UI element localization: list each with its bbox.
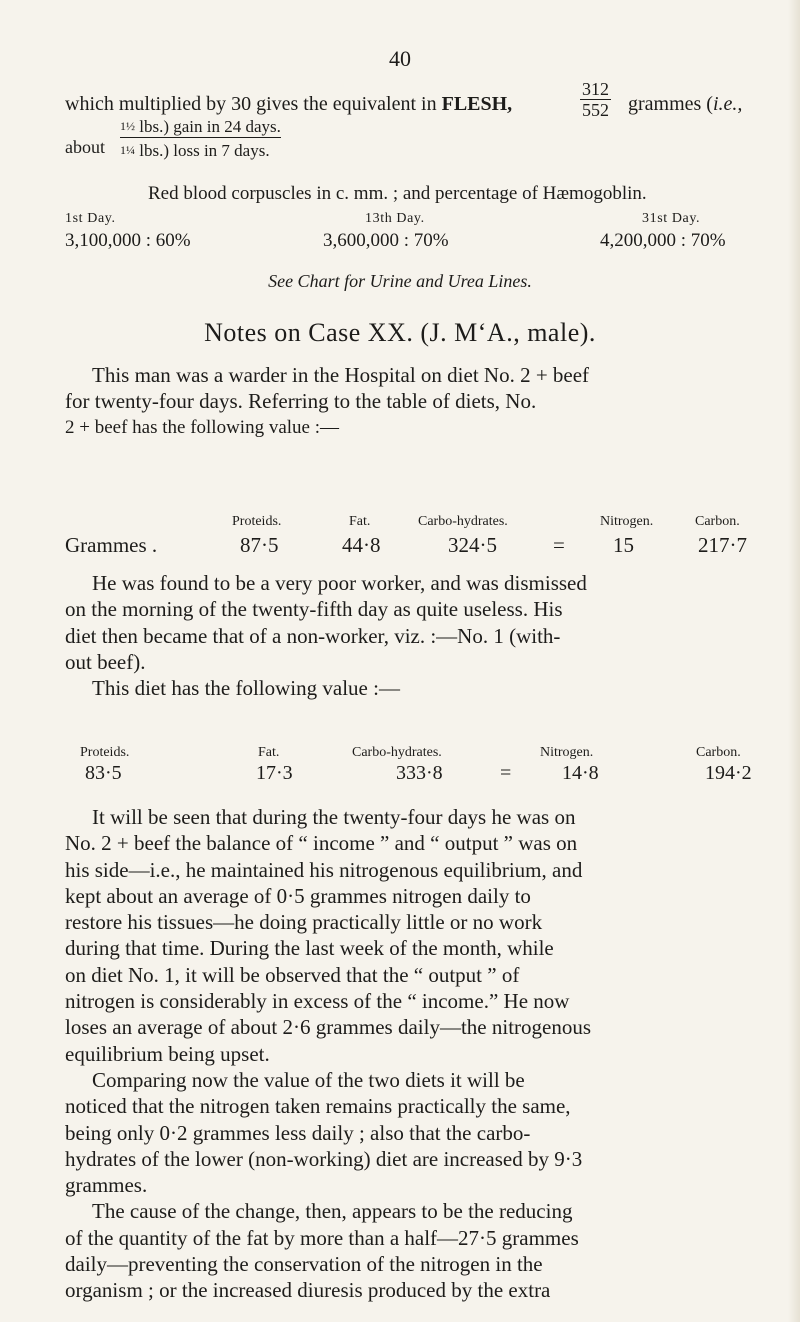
t2-header-nitrogen: Nitrogen. bbox=[540, 745, 594, 760]
day-value-31: 4,200,000 : 70% bbox=[600, 230, 726, 251]
paragraph-2 bbox=[65, 570, 765, 701]
notes-patient: (J. M‘A., male). bbox=[420, 318, 596, 347]
fraction-denominator: 552 bbox=[582, 100, 609, 120]
paragraph-line: This diet has the following value :— bbox=[92, 676, 400, 701]
paragraph-line: The cause of the change, then, appears to be the reducing bbox=[92, 1199, 573, 1224]
t2-header-proteids: Proteids. bbox=[80, 745, 130, 760]
t2-value-nitrogen: 14·8 bbox=[562, 762, 599, 784]
page-edge-shadow bbox=[788, 0, 800, 1322]
page-number: 40 bbox=[389, 46, 411, 71]
paragraph-line: loses an average of about 2·6 grammes daily—the nitrogenous bbox=[65, 1015, 592, 1040]
t2-equals: = bbox=[500, 762, 512, 784]
paragraph-line: for twenty-four days. Referring to the table of diets, No. bbox=[65, 389, 537, 414]
t2-value-proteids: 83·5 bbox=[85, 762, 122, 784]
paragraph-line: It will be seen that during the twenty-four days he was on bbox=[92, 805, 576, 829]
paragraph-line: He was found to be a very poor worker, and was dismissed bbox=[92, 571, 587, 595]
paragraph-line: restore his tissues—he doing practically little or no work bbox=[65, 910, 543, 935]
paragraph-line: being only 0·2 grammes less daily ; also that the carbo- bbox=[65, 1120, 531, 1145]
paragraph-line: of the quantity of the fat by more than a half—27·5 grammes bbox=[65, 1225, 579, 1250]
t1-equals: = bbox=[553, 533, 565, 557]
paragraph-line: on diet No. 1, it will be observed that the “ output ” of bbox=[65, 962, 520, 987]
t1-header-fat: Fat. bbox=[349, 514, 371, 529]
paragraph-line: equilibrium being upset. bbox=[65, 1041, 270, 1066]
paragraph-line: his side—i.e., he maintained his nitrogenous equilibrium, and bbox=[65, 857, 583, 882]
t2-header-fat: Fat. bbox=[258, 745, 280, 760]
paragraph-line: during that time. During the last week of the month, while bbox=[65, 936, 554, 961]
paragraph-line: kept about an average of 0·5 grammes nitrogen daily to bbox=[65, 883, 531, 908]
day-label-1: 1st Day. bbox=[65, 211, 116, 226]
t1-header-proteids: Proteids. bbox=[232, 514, 282, 529]
paragraph-line: diet then became that of a non-worker, viz. :—No. 1 (with- bbox=[65, 623, 561, 648]
t2-value-fat: 17·3 bbox=[256, 762, 293, 784]
t1-row-label: Grammes . bbox=[65, 533, 158, 557]
intro-line bbox=[65, 90, 512, 118]
loss-text: lbs.) loss in 7 days. bbox=[139, 141, 270, 160]
notes-case-label: Notes on Case XX. bbox=[204, 318, 414, 347]
t2-header-carbon: Carbon. bbox=[696, 745, 741, 760]
intro-prefix: which multiplied by 30 gives the equivalent in bbox=[65, 93, 442, 115]
intro-suffix-ie: i.e., bbox=[712, 93, 743, 115]
t1-header-nitrogen: Nitrogen. bbox=[600, 514, 654, 529]
intro-suffix-grammes: grammes ( bbox=[628, 93, 713, 115]
flesh-word: FLESH, bbox=[441, 93, 513, 115]
paragraph-line: noticed that the nitrogen taken remains practically the same, bbox=[65, 1094, 571, 1119]
paragraph-line: This man was a warder in the Hospital on diet No. 2 + beef bbox=[92, 363, 590, 387]
paragraph-line: hydrates of the lower (non-working) diet are increased by 9·3 bbox=[65, 1146, 583, 1171]
t1-value-fat: 44·8 bbox=[342, 533, 381, 557]
gain-line bbox=[120, 117, 281, 138]
notes-heading bbox=[0, 318, 800, 348]
loss-fraction: 1¼ bbox=[120, 143, 135, 157]
t1-header-carbohydrates: Carbo-hydrates. bbox=[418, 514, 508, 529]
about-label: about bbox=[65, 137, 105, 157]
t2-header-carbohydrates: Carbo-hydrates. bbox=[352, 745, 442, 760]
t2-value-carbohydrates: 333·8 bbox=[396, 762, 443, 784]
paragraph-3 bbox=[65, 804, 765, 1304]
day-label-31: 31st Day. bbox=[642, 211, 701, 226]
paragraph-line: daily—preventing the conservation of the nitrogen in the bbox=[65, 1252, 543, 1277]
loss-line bbox=[120, 141, 270, 161]
day-label-13: 13th Day. bbox=[365, 211, 425, 226]
day-value-1: 3,100,000 : 60% bbox=[65, 230, 191, 251]
t1-header-carbon: Carbon. bbox=[695, 514, 740, 529]
t1-value-nitrogen: 15 bbox=[613, 533, 634, 557]
paragraph-line: grammes. bbox=[65, 1173, 148, 1198]
paragraph-line: on the morning of the twenty-fifth day as quite useless. His bbox=[65, 597, 563, 622]
gain-fraction: 1½ bbox=[120, 119, 135, 133]
paragraph-line: 2 + beef has the following value :— bbox=[65, 416, 340, 438]
paragraph-line: organism ; or the increased diuresis produced by the extra bbox=[65, 1278, 551, 1303]
paragraph-line: nitrogen is considerably in excess of the “ income.” He now bbox=[65, 989, 570, 1014]
red-blood-heading: Red blood corpuscles in c. mm. ; and percentage of Hæmogoblin. bbox=[148, 183, 647, 204]
fraction-312-552 bbox=[580, 79, 611, 120]
paragraph-line: out beef). bbox=[65, 649, 146, 674]
fraction-numerator: 312 bbox=[582, 79, 609, 99]
paragraph-line: No. 2 + beef the balance of “ income ” and “ output ” was on bbox=[65, 831, 578, 856]
intro-suffix bbox=[628, 90, 742, 118]
t1-value-carbohydrates: 324·5 bbox=[448, 533, 497, 557]
paragraph-line: Comparing now the value of the two diets it will be bbox=[92, 1067, 525, 1092]
t1-value-proteids: 87·5 bbox=[240, 533, 279, 557]
day-value-13: 3,600,000 : 70% bbox=[323, 230, 449, 251]
paragraph-1 bbox=[65, 362, 765, 441]
t1-value-carbon: 217·7 bbox=[698, 533, 747, 557]
gain-text: lbs.) gain in 24 days. bbox=[139, 117, 281, 136]
t2-value-carbon: 194·2 bbox=[705, 762, 752, 784]
see-chart-note: See Chart for Urine and Urea Lines. bbox=[268, 271, 532, 291]
